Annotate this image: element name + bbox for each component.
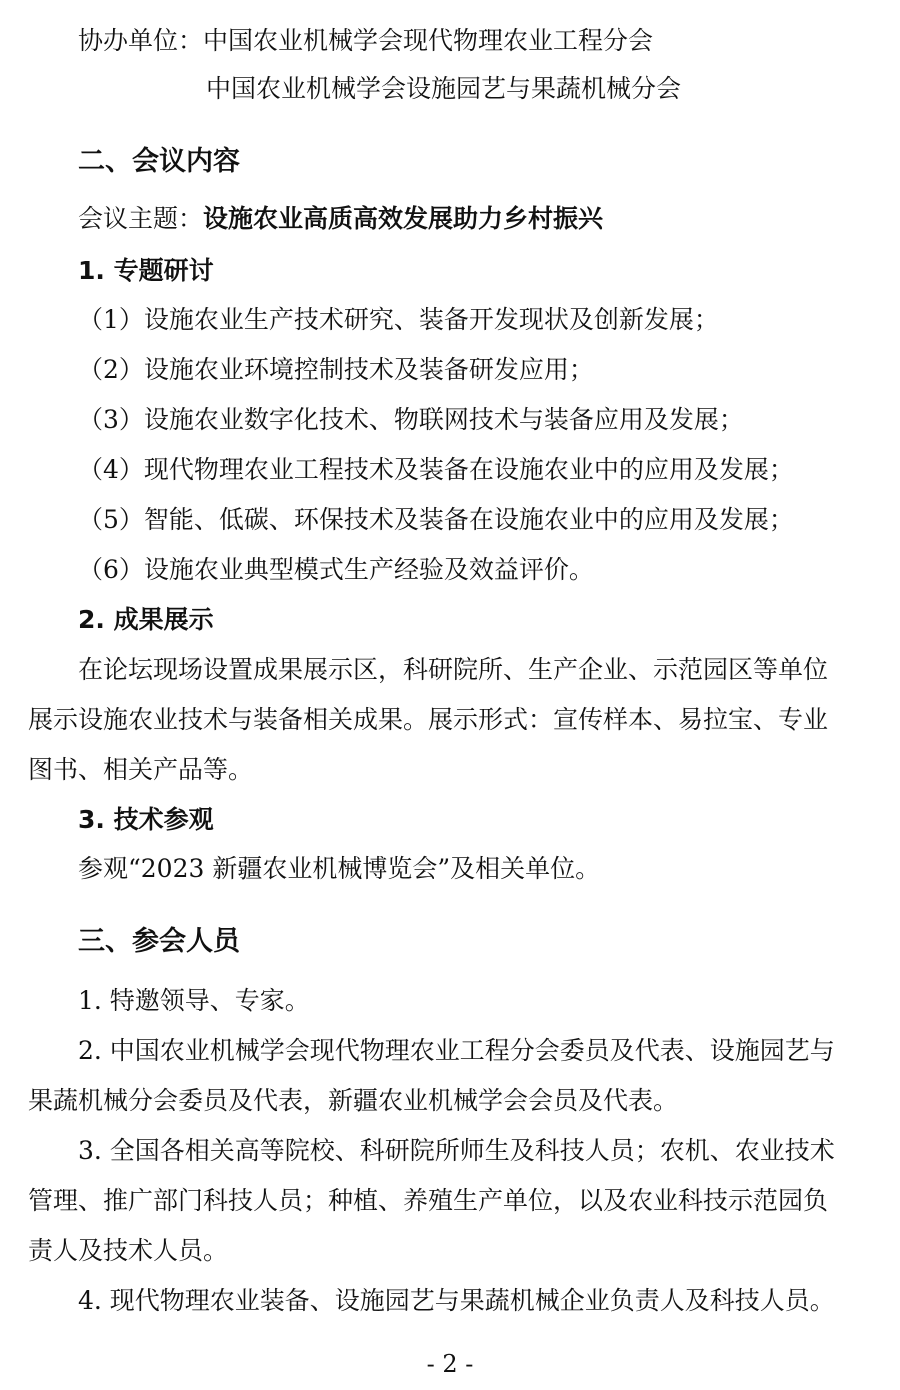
attendee-item-4: 4. 现代物理农业装备、设施园艺与果蔬机械企业负责人及科技人员。 bbox=[78, 1286, 835, 1315]
attendee-item-3-line-2: 管理、推广部门科技人员；种植、养殖生产单位，以及农业科技示范园负 bbox=[28, 1186, 829, 1215]
sub1-heading: 1. 专题研讨 bbox=[78, 256, 214, 285]
assist-line-1 bbox=[78, 28, 653, 53]
paragraph-line: 图书、相关产品等。 bbox=[28, 755, 254, 784]
list-item: （2）设施农业环境控制技术及装备研发应用； bbox=[78, 355, 594, 384]
sub3-heading: 3. 技术参观 bbox=[78, 805, 214, 834]
theme-text: 设施农业高质高效发展助力乡村振兴 bbox=[203, 204, 604, 233]
attendee-item-2-line-1: 2. 中国农业机械学会现代物理农业工程分会委员及代表、设施园艺与 bbox=[78, 1036, 835, 1065]
theme-label: 会议主题： bbox=[78, 204, 204, 233]
paragraph-line: 参观“2023 新疆农业机械博览会”及相关单位。 bbox=[78, 854, 601, 883]
assist-org-1: 中国农业机械学会现代物理农业工程分会 bbox=[203, 26, 654, 55]
list-item: （1）设施农业生产技术研究、装备开发现状及创新发展； bbox=[78, 305, 719, 334]
paragraph-line: 展示设施农业技术与装备相关成果。展示形式：宣传样本、易拉宝、专业 bbox=[28, 705, 829, 734]
list-item: （5）智能、低碳、环保技术及装备在设施农业中的应用及发展； bbox=[78, 505, 794, 534]
list-item: （6）设施农业典型模式生产经验及效益评价。 bbox=[78, 555, 594, 584]
attendee-item-1: 1. 特邀领导、专家。 bbox=[78, 986, 310, 1015]
attendee-item-2-line-2: 果蔬机械分会委员及代表，新疆农业机械学会会员及代表。 bbox=[28, 1086, 679, 1115]
meeting-theme bbox=[78, 206, 603, 231]
list-item: （3）设施农业数字化技术、物联网技术与装备应用及发展； bbox=[78, 405, 744, 434]
assist-label: 协办单位： bbox=[78, 26, 204, 55]
section3-heading: 三、参会人员 bbox=[78, 926, 240, 957]
attendee-item-3-line-3: 责人及技术人员。 bbox=[28, 1236, 229, 1265]
section2-heading: 二、会议内容 bbox=[78, 146, 240, 177]
assist-org-2: 中国农业机械学会设施园艺与果蔬机械分会 bbox=[206, 74, 682, 103]
page-number: - 2 - bbox=[426, 1350, 474, 1378]
sub2-heading: 2. 成果展示 bbox=[78, 605, 214, 634]
paragraph-line: 在论坛现场设置成果展示区，科研院所、生产企业、示范园区等单位 bbox=[78, 655, 829, 684]
list-item: （4）现代物理农业工程技术及装备在设施农业中的应用及发展； bbox=[78, 455, 794, 484]
attendee-item-3-line-1: 3. 全国各相关高等院校、科研院所师生及科技人员；农机、农业技术 bbox=[78, 1136, 835, 1165]
